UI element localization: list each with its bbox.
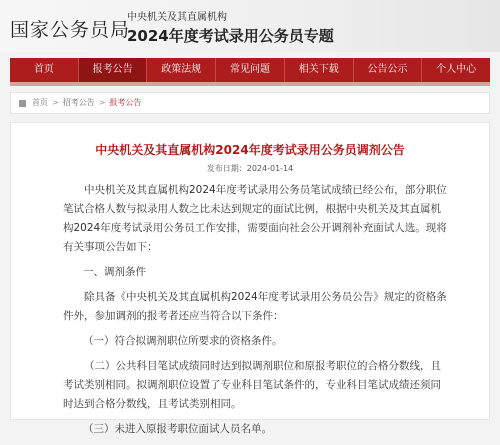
breadcrumb-separator: > bbox=[98, 98, 106, 107]
article-paragraph: 中央机关及其直属机构2024年度考试录用公务员笔试成绩已经公布，部分职位笔试合格人数与拟录用人数之比未达到规定的面试比例，根据中央机关及其直属机构2024年度考试录用公务员工作安排，需要面向社会公开调剂补充面试人选。现将有关事项公告如下： bbox=[63, 184, 447, 253]
home-icon bbox=[19, 100, 26, 107]
nav-item-notices[interactable]: 公告公示 bbox=[354, 58, 423, 82]
site-header bbox=[0, 0, 500, 52]
article-paragraph: （三）未进入原报考职位面试人员名单。 bbox=[83, 423, 272, 435]
breadcrumb-current[interactable]: 报考公告 bbox=[109, 98, 142, 107]
breadcrumb-level1[interactable]: 招考公告 bbox=[62, 98, 95, 107]
nav-item-announcements[interactable]: 报考公告 bbox=[79, 58, 148, 82]
header-subtitle: 中央机关及其直属机构 bbox=[127, 12, 227, 23]
article-paragraph: （一）符合拟调剂职位所要求的资格条件。 bbox=[83, 335, 283, 347]
breadcrumb-separator: > bbox=[52, 98, 59, 107]
article-body bbox=[63, 181, 451, 445]
nav-bar bbox=[10, 58, 490, 82]
breadcrumb-home[interactable]: 首页 bbox=[32, 98, 48, 107]
header-title: 2024年度考试录用公务员专题 bbox=[127, 27, 334, 45]
site-logo[interactable]: 国家公务员局 bbox=[10, 19, 131, 41]
article-paragraph: 除具备《中央机关及其直属机构2024年度考试录用公务员公告》规定的资格条件外，参加调剂的报考者还应当符合以下条件： bbox=[63, 291, 447, 322]
article-paragraph: （二）公共科目笔试成绩同时达到拟调剂职位和原报考职位的合格分数线，且考试类别相同。拟调剂职位设置了专业科目笔试条件的，专业科目笔试成绩还须同时达到合格分数线，且考试类别相同。 bbox=[63, 360, 441, 410]
main-nav bbox=[0, 52, 500, 86]
nav-item-home[interactable]: 首页 bbox=[10, 58, 79, 82]
nav-item-policy[interactable]: 政策法规 bbox=[147, 58, 216, 82]
article-title: 中央机关及其直属机构2024年度考试录用公务员调剂公告 bbox=[95, 143, 405, 157]
publish-date: 发布日期：2024-01-14 bbox=[206, 164, 294, 173]
nav-item-faq[interactable]: 常见问题 bbox=[216, 58, 285, 82]
nav-item-personal[interactable]: 个人中心 bbox=[436, 64, 477, 75]
article-container bbox=[10, 122, 490, 435]
article-section-heading: 一、调剂条件 bbox=[83, 266, 146, 278]
nav-item-downloads[interactable]: 相关下载 bbox=[285, 58, 354, 82]
breadcrumb bbox=[10, 92, 490, 114]
